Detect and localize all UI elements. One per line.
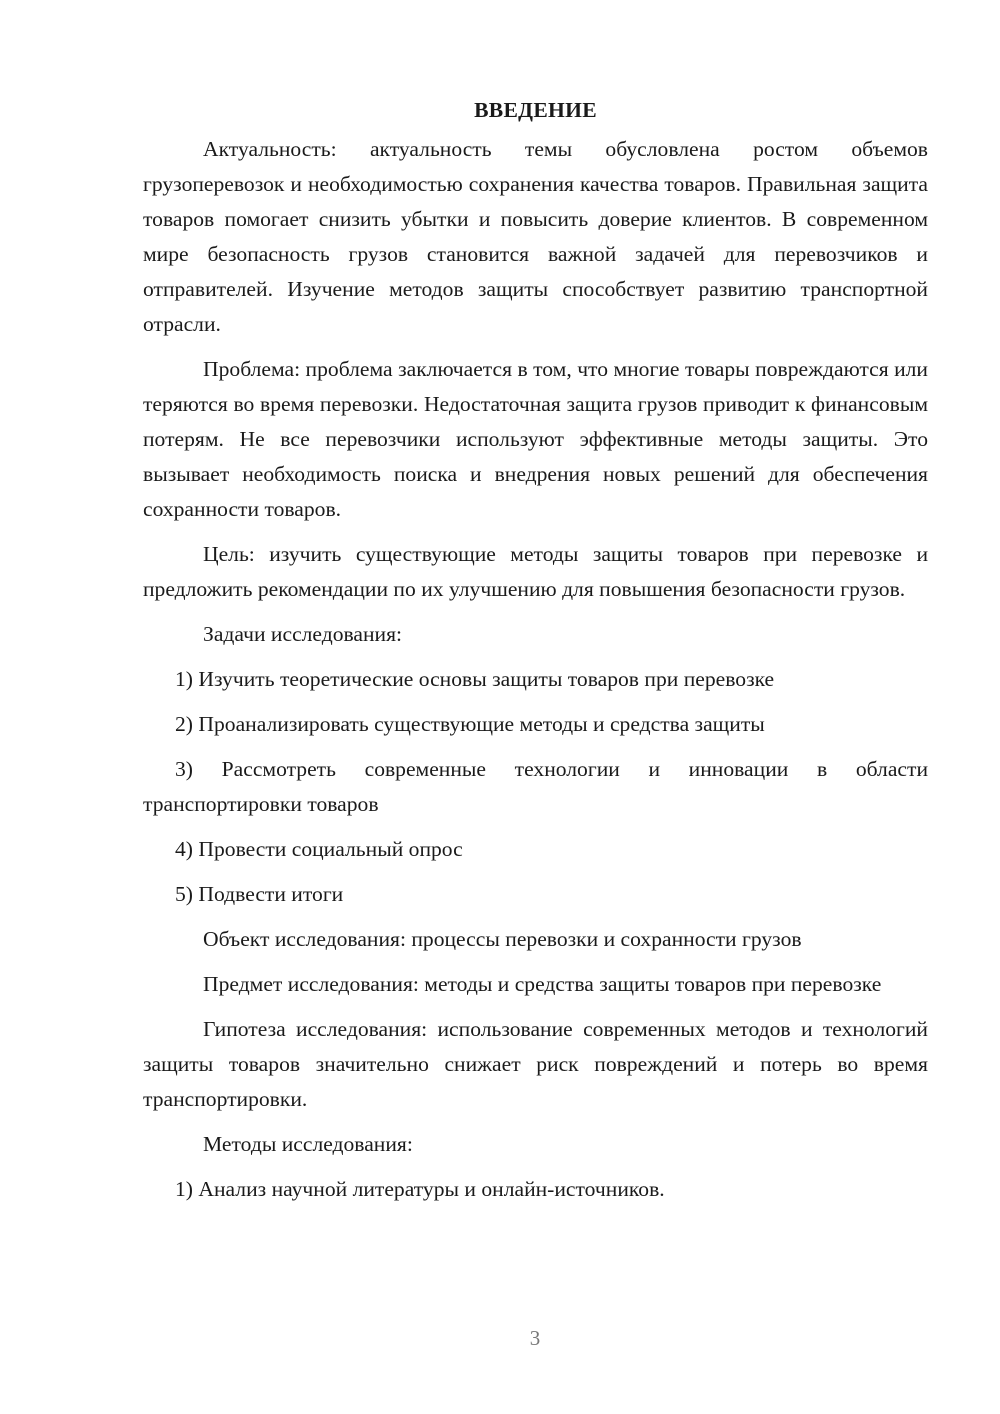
section-title: ВВЕДЕНИЕ (474, 98, 597, 122)
task-item-3: 3) Рассмотреть современные технологии и инновации в области транспортировки товаров (143, 757, 928, 816)
paragraph-goal: Цель: изучить существующие методы защиты товаров при перевозке и предложить рекомендации по их улучшению для повышения безопасности грузов. (143, 542, 928, 601)
task-item-5: 5) Подвести итоги (175, 882, 344, 906)
method-item-1: 1) Анализ научной литературы и онлайн-источников. (175, 1177, 665, 1201)
task-item-1: 1) Изучить теоретические основы защиты товаров при перевозке (175, 667, 775, 691)
paragraph-problem: Проблема: проблема заключается в том, что многие товары повреждаются или теряются во время перевозки. Недостаточная защита грузов приводит к финансовым потерям. Не все перевозчики используют эффективные методы защиты. Это вызывает необходимость поиска и внедрения новых решений для обеспечения сохранности товаров. (143, 357, 928, 521)
tasks-heading: Задачи исследования: (203, 622, 403, 646)
page-number: 3 (529, 1326, 541, 1350)
document-page (143, 93, 928, 1217)
task-item-4: 4) Провести социальный опрос (175, 837, 463, 861)
task-item-2: 2) Проанализировать существующие методы и средства защиты (175, 712, 765, 736)
paragraph-object: Объект исследования: процессы перевозки и сохранности грузов (203, 927, 802, 951)
paragraph-hypothesis: Гипотеза исследования: использование современных методов и технологий защиты товаров значительно снижает риск повреждений и потерь во время транспортировки. (143, 1017, 928, 1111)
paragraph-relevance: Актуальность: актуальность темы обусловлена ростом объемов грузоперевозок и необходимостью сохранения качества товаров. Правильная защита товаров помогает снизить убытки и повысить доверие клиентов. В современном мире безопасность грузов становится важной задачей для перевозчиков и отправителей. Изучение методов защиты способствует развитию транспортной отрасли. (143, 137, 928, 336)
methods-heading: Методы исследования: (203, 1132, 413, 1156)
paragraph-subject: Предмет исследования: методы и средства защиты товаров при перевозке (203, 972, 882, 996)
